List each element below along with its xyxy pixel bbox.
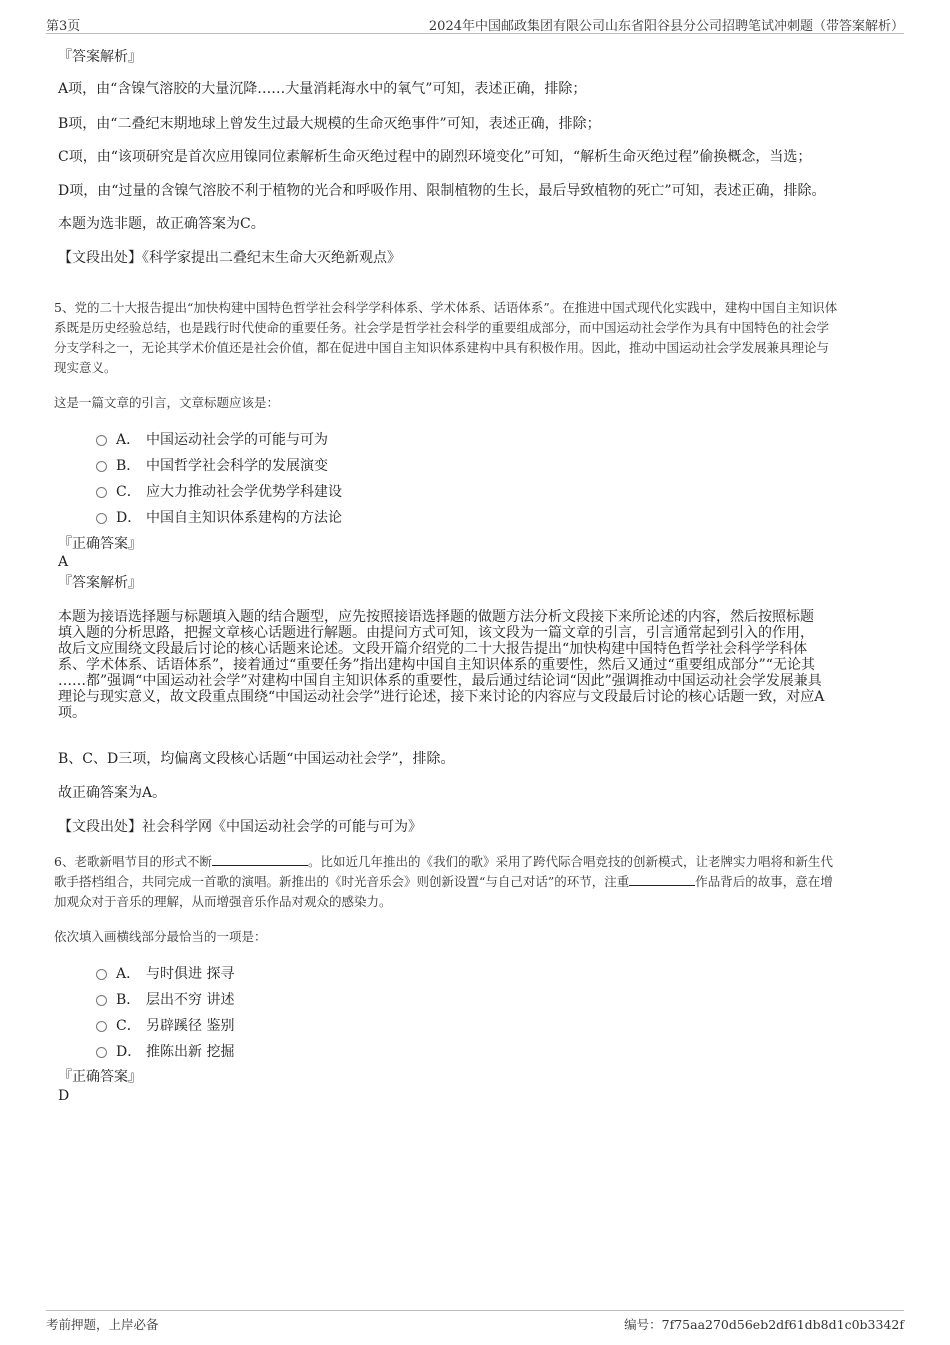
analysis-bcd: B、C、D三项，均偏离文段核心话题“中国运动社会学”，排除。 <box>58 751 455 767</box>
option-a[interactable]: A． 中国运动社会学的可能与可为 <box>96 429 328 449</box>
analysis-c: C项，由“该项研究是首次应用镍同位素解析生命灭绝过程中的剧烈环境变化”可知，“解析生命灭绝过程”偷换概念，当选； <box>58 149 812 165</box>
page-header <box>46 13 904 34</box>
analysis-d: D项，由“过量的含镍气溶胶不利于植物的光合和呼吸作用、限制植物的生长，最后导致植物的死亡”可知，表述正确，排除。 <box>58 183 826 199</box>
option-c[interactable]: C． 应大力推动社会学优势学科建设 <box>96 481 342 501</box>
option-d[interactable]: D． 中国自主知识体系建构的方法论 <box>96 507 342 527</box>
radio-icon[interactable] <box>96 435 107 446</box>
radio-icon[interactable] <box>96 1047 107 1058</box>
source-citation: 【文段出处】《科学家提出二叠纪末生命大灭绝新观点》 <box>58 250 401 266</box>
option-d[interactable]: D． 推陈出新 挖掘 <box>96 1041 234 1061</box>
fill-blank <box>629 873 695 886</box>
answer-label: 『正确答案』 <box>58 1069 142 1085</box>
page-number: 第3页 <box>46 19 81 34</box>
radio-icon[interactable] <box>96 487 107 498</box>
radio-icon[interactable] <box>96 1021 107 1032</box>
answer-value: A <box>58 554 69 570</box>
option-b[interactable]: B． 中国哲学社会科学的发展演变 <box>96 455 328 475</box>
document-title: 2024年中国邮政集团有限公司山东省阳谷县分公司招聘笔试冲刺题（带答案解析） <box>428 19 904 34</box>
analysis-b: B项，由“二叠纪末期地球上曾发生过最大规模的生命灭绝事件”可知，表述正确，排除； <box>58 116 601 132</box>
footer-slogan: 考前押题，上岸必备 <box>46 1317 159 1332</box>
page-footer <box>46 1310 904 1335</box>
question-5-prompt: 这是一篇文章的引言，文章标题应该是： <box>54 395 280 410</box>
option-b[interactable]: B． 层出不穷 讲述 <box>96 989 234 1009</box>
radio-icon[interactable] <box>96 513 107 524</box>
question-6-prompt: 依次填入画横线部分最恰当的一项是： <box>54 929 267 944</box>
source-citation: 【文段出处】社会科学网《中国运动社会学的可能与可为》 <box>58 819 422 835</box>
option-a[interactable]: A． 与时俱进 探寻 <box>96 963 234 983</box>
analysis-a: A项，由“含镍气溶胶的大量沉降……大量消耗海水中的氧气”可知，表述正确，排除； <box>58 81 587 97</box>
question-6-text: 6、老歌新唱节目的形式不断 。比如近几年推出的《我们的歌》采用了跨代际合唱竞技的创新模式，让老牌实力唱将和新生代 歌手搭档组合，共同完成一首歌的演唱。新推出的《时光音乐会》则创新设置“与自己对话”的环节，注重 作品背后的故事，意在增 加观众对于音乐的理解，从而增强音乐作品对观众的感染力。 <box>54 854 833 909</box>
analysis-label: 『答案解析』 <box>58 575 142 591</box>
radio-icon[interactable] <box>96 995 107 1006</box>
analysis-conclusion: 本题为选非题，故正确答案为C。 <box>58 216 265 232</box>
analysis-paragraph: 本题为接语选择题与标题填入题的结合题型，应先按照接语选择题的做题方法分析文段接下来所论述的内容，然后按照标题 填入题的分析思路，把握文章核心话题进行解题。由提问方式可知，该文段为一篇文章的引言，引言通常起到引入的作用， 故后文应围绕文段最后讨论的核心话题来论述。文段开篇介绍党的二十大报告提出“加快构建中国特色哲学社会科学学科体 系、学术体系、话语体系”，接着通过“重要任务”指出建构中国自主知识体系的重要性，然后又通过“重要组成部分”“无论其 ……都”强调“中国运动社会学”对建构中国自主知识体系的重要性，最后通过结论词“因此”强调推动中国运动社会学发展兼具 理论与现实意义，故文段重点围绕“中国运动社会学”进行论述，接下来讨论的内容应与文段最后讨论的核心话题一致，对应A 项。 <box>58 609 825 721</box>
analysis-label: 『答案解析』 <box>58 49 142 65</box>
document-code: 编号：7f75aa270d56eb2df61db8d1c0b3342f <box>624 1317 904 1332</box>
answer-label: 『正确答案』 <box>58 536 142 552</box>
fill-blank <box>212 853 308 866</box>
radio-icon[interactable] <box>96 461 107 472</box>
analysis-conclusion: 故正确答案为A。 <box>58 785 167 801</box>
question-5-text: 5、党的二十大报告提出“加快构建中国特色哲学社会科学学科体系、学术体系、话语体系”。在推进中国式现代化实践中，建构中国自主知识体 系既是历史经验总结，也是践行时代使命的重要任务。社会学是哲学社会科学的重要组成部分，而中国运动社会学作为具有中国特色的社会学 分支学科之一，无论其学术价值还是社会价值，都在促进中国自主知识体系建构中具有积极作用。因此，推动中国运动社会学发展兼具理论与 现实意义。 <box>54 300 838 375</box>
option-c[interactable]: C． 另辟蹊径 鉴别 <box>96 1015 234 1035</box>
radio-icon[interactable] <box>96 969 107 980</box>
answer-value: D <box>58 1088 70 1104</box>
